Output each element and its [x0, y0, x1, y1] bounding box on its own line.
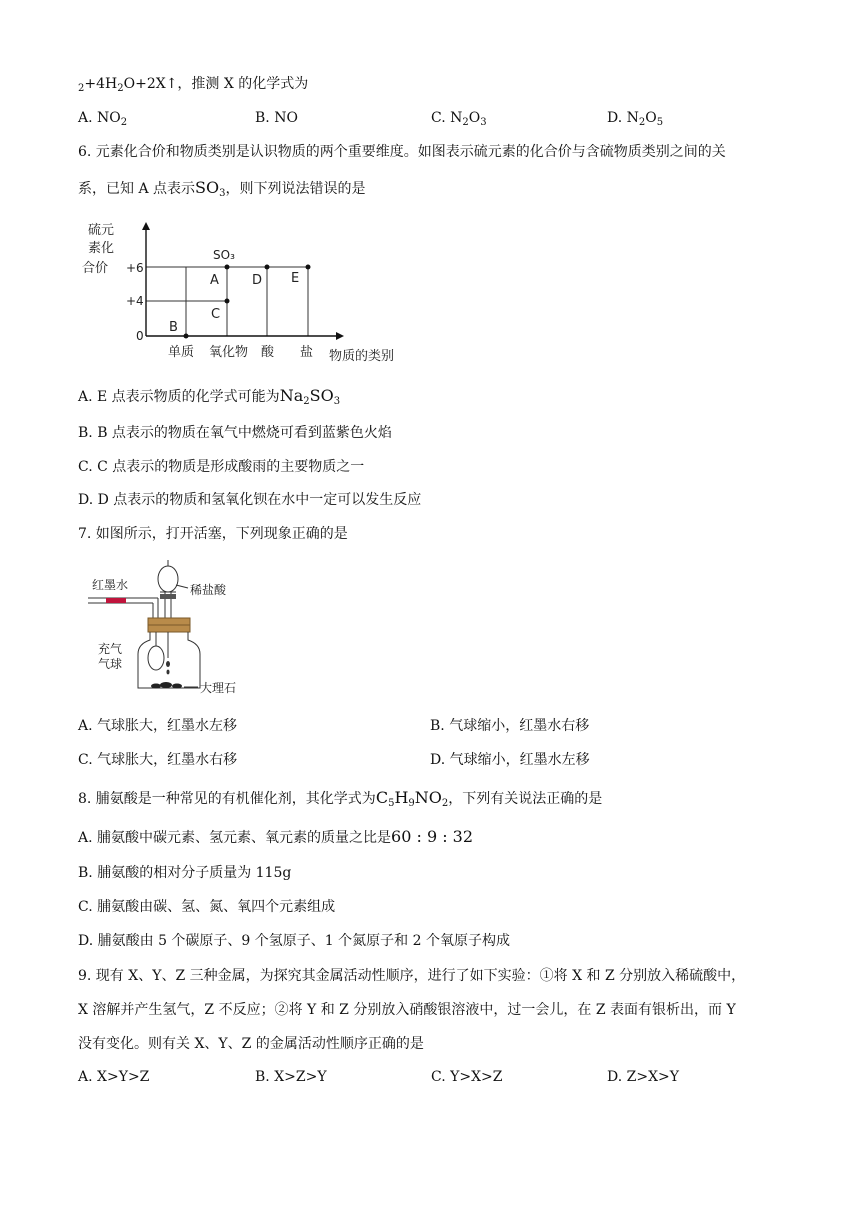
point-b [184, 334, 189, 339]
chart-x-arrow [336, 332, 344, 340]
q9-stem-line2: X 溶解并产生氢气，Z 不反应；②将 Y 和 Z 分别放入硝酸银溶液中，过一会儿，在 Z 表面有银析出，而 Y [78, 1002, 736, 1018]
xcat-element: 单质 [168, 345, 195, 360]
q5-option-d: D. $N_2O_5$ [607, 110, 664, 128]
point-d [265, 265, 270, 270]
q8-option-a: A. 脯氨酸中碳元素、氢元素、氧元素的质量之比是60 : 9 : 32 [78, 827, 474, 846]
label-c: C [211, 307, 221, 322]
q7-option-d: D. 气球缩小，红墨水左移 [430, 752, 590, 768]
q9-option-c: C. Y>X>Z [431, 1069, 503, 1085]
q7-option-a: A. 气球胀大，红墨水左移 [78, 718, 238, 734]
chart-xlabel: 物质的类别 [329, 349, 395, 364]
chart-ylabel-1: 硫元 [88, 223, 115, 238]
q5-option-b: B. NO [255, 110, 298, 126]
red-ink-drop [106, 598, 126, 603]
q6-option-a: A. E 点表示物质的化学式可能为$Na_2SO_3$ [78, 386, 341, 407]
q6-option-d: D. D 点表示的物质和氢氧化钡在水中一定可以发生反应 [78, 492, 422, 508]
q7-option-b: B. 气球缩小，红墨水右移 [430, 718, 590, 734]
label-balloon-1: 充气 [98, 642, 123, 656]
q5-continuation: $_2+4H_2O+2X↑$，推测 X 的化学式为 [78, 76, 309, 94]
q9-stem-line3: 没有变化。则有关 X、Y、Z 的金属活动性顺序正确的是 [78, 1036, 424, 1052]
chart-y-arrow [142, 222, 150, 230]
label-dilute-hcl: 稀盐酸 [190, 583, 227, 597]
point-c [225, 299, 230, 304]
stopcock [160, 594, 176, 599]
label-e: E [291, 271, 300, 286]
q5-option-a: A. $NO_2$ [78, 110, 128, 128]
q5-option-c: C. $N_2O_3$ [431, 110, 487, 128]
label-b: B [169, 320, 178, 335]
q6-valence-chart [80, 214, 425, 366]
chart-ytick-plus4: +4 [126, 294, 144, 308]
q9-stem-line1: 9. 现有 X、Y、Z 三种金属，为探究其金属活动性顺序，进行了如下实验：①将 X 和 Z 分别放入稀硫酸中， [78, 968, 746, 984]
label-d: D [252, 273, 263, 288]
q6-stem-line1: 6. 元素化合价和物质类别是认识物质的两个重要维度。如图表示硫元素的化合价与含硫物质类别之间的关 [78, 144, 726, 160]
q6-option-b: B. B 点表示的物质在氧气中燃烧可看到蓝紫色火焰 [78, 425, 392, 441]
q9-option-a: A. X>Y>Z [78, 1069, 150, 1085]
q9-option-d: D. Z>X>Y [607, 1069, 680, 1085]
xcat-salt: 盐 [300, 345, 314, 360]
chart-ylabel-2: 素化 [88, 241, 115, 256]
label-balloon-2: 气球 [98, 657, 123, 671]
label-so3: SO₃ [213, 248, 235, 262]
q9-option-b: B. X>Z>Y [255, 1069, 327, 1085]
chart-ytick-plus6: +6 [126, 261, 144, 275]
point-e [306, 265, 311, 270]
label-a: A [210, 273, 219, 288]
q8-option-c: C. 脯氨酸由碳、氢、氮、氧四个元素组成 [78, 899, 336, 915]
q8-option-d: D. 脯氨酸由 5 个碳原子、9 个氢原子、1 个氮原子和 2 个氧原子构成 [78, 933, 510, 949]
chart-ytick-zero: 0 [136, 329, 144, 343]
xcat-acid: 酸 [261, 345, 275, 360]
chart-ylabel-3: 合价 [82, 261, 109, 276]
q6-option-c: C. C 点表示的物质是形成酸雨的主要物质之一 [78, 459, 365, 475]
label-marble: 大理石 [200, 681, 237, 695]
point-a [225, 265, 230, 270]
funnel-bulb [158, 566, 178, 592]
q7-stem: 7. 如图所示，打开活塞，下列现象正确的是 [78, 526, 348, 542]
q8-option-b: B. 脯氨酸的相对分子质量为 115g [78, 865, 292, 881]
q7-apparatus-figure [80, 556, 260, 701]
q6-stem-line2: 系，已知 A 点表示$SO_3$，则下列说法错误的是 [78, 178, 366, 199]
q7-option-c: C. 气球胀大，红墨水右移 [78, 752, 238, 768]
balloon [148, 646, 164, 670]
label-red-ink: 红墨水 [92, 578, 129, 592]
xcat-oxide: 氧化物 [209, 345, 249, 360]
q8-stem: 8. 脯氨酸是一种常见的有机催化剂，其化学式为$C_5H_9NO_2$，下列有关说法正确的是 [78, 788, 603, 809]
bottle [138, 632, 200, 688]
